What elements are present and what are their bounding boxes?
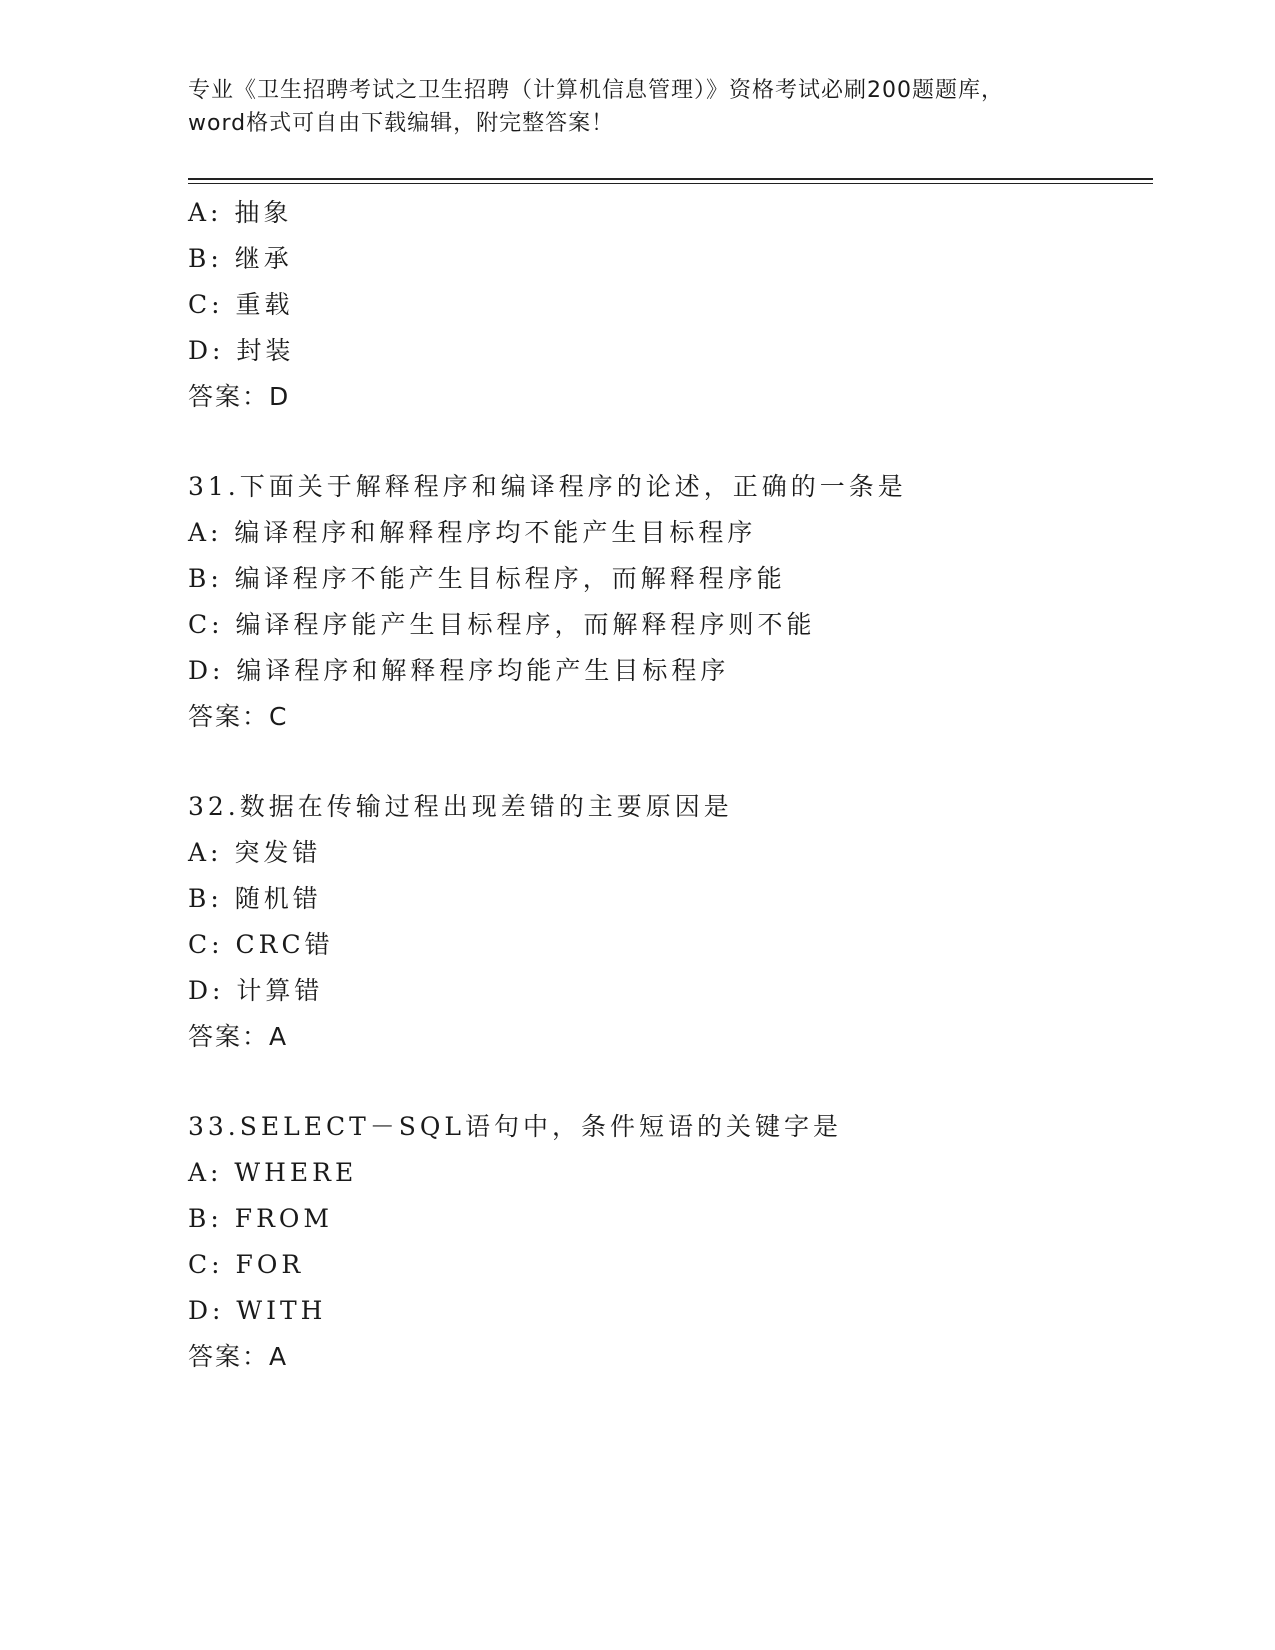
question-stem: 33.SELECT－SQL语句中，条件短语的关键字是: [188, 1112, 843, 1141]
answer-line: 答案：A: [188, 1022, 289, 1051]
header-title-line-2: word格式可自由下载编辑，附完整答案！: [188, 111, 615, 136]
option-b: B: 随机错: [188, 884, 322, 913]
option-b: B: 编译程序不能产生目标程序，而解释程序能: [188, 564, 786, 593]
option-d: D: 计算错: [188, 976, 324, 1005]
option-c: C: 编译程序能产生目标程序，而解释程序则不能: [188, 610, 816, 639]
spacer: [188, 1060, 1138, 1104]
option-b: B: 继承: [188, 244, 293, 273]
option-c: C: CRC错: [188, 930, 334, 959]
document-header: [188, 74, 1088, 140]
question-30-block: [188, 190, 1138, 420]
question-list: [188, 190, 1138, 1380]
question-31-block: [188, 464, 1138, 740]
option-d: D: 编译程序和解释程序均能产生目标程序: [188, 656, 730, 685]
header-divider-thick: [188, 178, 1153, 180]
header-divider-thin: [188, 183, 1153, 184]
option-a: A: 抽象: [188, 198, 293, 227]
option-d: D: WITH: [188, 1296, 327, 1325]
spacer: [188, 740, 1138, 784]
question-33-block: [188, 1104, 1138, 1380]
answer-line: 答案：D: [188, 382, 291, 411]
spacer: [188, 420, 1138, 464]
option-b: B: FROM: [188, 1204, 334, 1233]
header-title-line-1: 专业《卫生招聘考试之卫生招聘（计算机信息管理）》资格考试必刷200题题库，: [188, 78, 1004, 103]
option-a: A: 突发错: [188, 838, 322, 867]
answer-line: 答案：A: [188, 1342, 289, 1371]
option-a: A: WHERE: [188, 1158, 358, 1187]
question-stem: 32.数据在传输过程出现差错的主要原因是: [188, 792, 733, 821]
option-c: C: 重载: [188, 290, 294, 319]
option-c: C: FOR: [188, 1250, 305, 1279]
option-a: A: 编译程序和解释程序均不能产生目标程序: [188, 518, 757, 547]
question-stem: 31.下面关于解释程序和编译程序的论述，正确的一条是: [188, 472, 907, 501]
option-d: D: 封装: [188, 336, 295, 365]
question-32-block: [188, 784, 1138, 1060]
answer-line: 答案：C: [188, 702, 289, 731]
